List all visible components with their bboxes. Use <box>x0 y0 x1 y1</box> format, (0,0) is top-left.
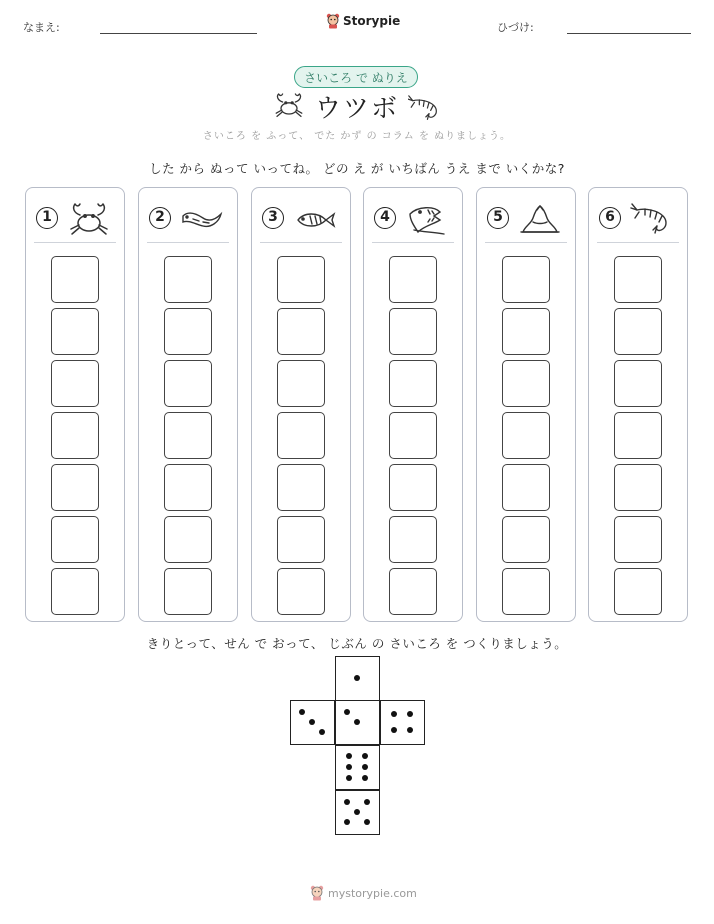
color-cell[interactable] <box>277 464 325 511</box>
dice-pip <box>364 819 370 825</box>
name-line <box>100 33 257 34</box>
color-cell[interactable] <box>51 256 99 303</box>
color-cell[interactable] <box>164 308 212 355</box>
bear-logo-icon <box>326 13 340 29</box>
color-cell[interactable] <box>614 568 662 615</box>
color-cell[interactable] <box>51 360 99 407</box>
color-cell[interactable] <box>502 256 550 303</box>
date-line <box>567 33 691 34</box>
column-header <box>34 198 116 243</box>
color-cell[interactable] <box>389 464 437 511</box>
column-number: 6 <box>599 207 621 229</box>
color-cell[interactable] <box>614 464 662 511</box>
color-cell[interactable] <box>51 308 99 355</box>
color-cell[interactable] <box>389 516 437 563</box>
column-2 <box>138 187 238 622</box>
color-cell[interactable] <box>614 256 662 303</box>
column-number: 4 <box>374 207 396 229</box>
dice-pip <box>344 819 350 825</box>
color-cell[interactable] <box>277 360 325 407</box>
date-label: ひづけ: <box>497 21 534 34</box>
column-1 <box>25 187 125 622</box>
dice-pip <box>362 753 368 759</box>
color-cell[interactable] <box>502 568 550 615</box>
column-number: 1 <box>36 207 58 229</box>
column-number: 2 <box>149 207 171 229</box>
color-cell[interactable] <box>277 516 325 563</box>
color-cell[interactable] <box>277 412 325 459</box>
dice-pip <box>391 711 397 717</box>
column-header <box>260 198 342 243</box>
color-cell[interactable] <box>277 308 325 355</box>
color-cell[interactable] <box>277 568 325 615</box>
dice-net <box>290 656 425 836</box>
column-6 <box>588 187 688 622</box>
color-cell[interactable] <box>502 516 550 563</box>
dice-pip <box>407 711 413 717</box>
storypie-logo <box>326 13 400 29</box>
fish-icon <box>292 202 338 238</box>
crab-icon <box>66 202 112 238</box>
color-cell[interactable] <box>389 412 437 459</box>
color-cell[interactable] <box>51 516 99 563</box>
color-cell[interactable] <box>614 412 662 459</box>
column-header <box>147 198 229 243</box>
dice-pip <box>344 799 350 805</box>
subtitle: さいころ を ふって、 でた かず の コラム を ぬりましょう。 <box>202 131 512 142</box>
dice-pip <box>309 719 315 725</box>
dice-pip <box>354 675 360 681</box>
column-3 <box>251 187 351 622</box>
color-cell[interactable] <box>164 256 212 303</box>
footer <box>310 885 417 901</box>
footer-url: mystorypie.com <box>328 886 417 900</box>
color-cell[interactable] <box>502 308 550 355</box>
color-cell[interactable] <box>389 308 437 355</box>
dice-pip <box>354 809 360 815</box>
dice-face-1 <box>335 656 380 701</box>
column-header <box>372 198 454 243</box>
color-cell[interactable] <box>389 568 437 615</box>
moray-head-icon <box>404 202 450 238</box>
logo-text: Storypie <box>343 14 401 28</box>
color-cell[interactable] <box>389 256 437 303</box>
bear-logo-icon <box>310 885 324 901</box>
anemone-icon <box>517 202 563 238</box>
dice-pip <box>346 775 352 781</box>
color-cell[interactable] <box>164 568 212 615</box>
dice-pip <box>362 764 368 770</box>
color-cell[interactable] <box>164 360 212 407</box>
color-cell[interactable] <box>502 360 550 407</box>
eel-icon <box>179 202 225 238</box>
dice-face-6 <box>335 745 380 790</box>
activity-badge: さいころ で ぬりえ <box>294 66 418 88</box>
dice-pip <box>299 709 305 715</box>
dice-pip <box>319 729 325 735</box>
dice-pip <box>344 709 350 715</box>
color-cell[interactable] <box>164 516 212 563</box>
dice-pip <box>364 799 370 805</box>
dice-pip <box>354 719 360 725</box>
column-4 <box>363 187 463 622</box>
color-cell[interactable] <box>502 464 550 511</box>
dice-face-2 <box>335 700 380 745</box>
dice-face-4 <box>380 700 425 745</box>
cut-instruction: きりとって、せん で おって、 じぶん の さいころ を つくりましょう。 <box>146 636 568 651</box>
dice-pip <box>407 727 413 733</box>
dice-pip <box>346 764 352 770</box>
dice-pip <box>346 753 352 759</box>
column-number: 5 <box>487 207 509 229</box>
dice-pip <box>362 775 368 781</box>
color-cell[interactable] <box>51 464 99 511</box>
instruction: した から ぬって いってね。 どの え が いちばん うえ まで いくかな? <box>149 161 565 176</box>
color-cell[interactable] <box>277 256 325 303</box>
color-cell[interactable] <box>164 412 212 459</box>
color-cell[interactable] <box>51 568 99 615</box>
dice-face-5 <box>335 790 380 835</box>
column-5 <box>476 187 576 622</box>
dice-pip <box>391 727 397 733</box>
shrimp-icon <box>408 94 442 122</box>
color-cell[interactable] <box>614 360 662 407</box>
color-cell[interactable] <box>614 308 662 355</box>
color-cell[interactable] <box>164 464 212 511</box>
color-cell[interactable] <box>51 412 99 459</box>
shrimp-icon <box>629 202 675 238</box>
color-cell[interactable] <box>502 412 550 459</box>
column-header <box>485 198 567 243</box>
name-label: なまえ: <box>23 21 60 34</box>
color-cell[interactable] <box>389 360 437 407</box>
dice-face-3 <box>290 700 335 745</box>
column-header <box>597 198 679 243</box>
page-title: ウツボ <box>314 94 399 124</box>
color-cell[interactable] <box>614 516 662 563</box>
column-number: 3 <box>262 207 284 229</box>
